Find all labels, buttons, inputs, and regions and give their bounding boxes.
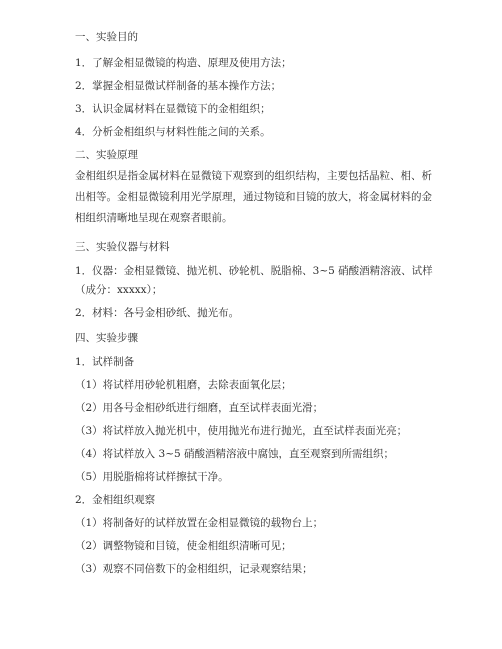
section-heading-principle: 二、实验原理	[75, 149, 138, 161]
preparation-step-1: （1）将试样用砂轮机粗磨，去除表面氧化层；	[75, 379, 292, 391]
principle-paragraph: 金相组织是指金属材料在显微镜下观察到的组织结构，主要包括晶粒、相、析出相等。金相显微镜利用光学原理，通过物镜和目镜的放大，将金属材料的金相组织清晰地呈现在观察者眼前。	[75, 170, 432, 224]
preparation-step-2: （2）用各号金相砂纸进行细磨，直至试样表面光滑；	[75, 402, 324, 414]
purpose-item-3: 3．认识金属材料在显微镜下的金相组织；	[75, 103, 271, 115]
procedure-subheading-preparation: 1．试样制备	[75, 356, 135, 368]
equipment-item-1: 1．仪器：金相显微镜、抛光机、砂轮机、脱脂棉、3~5 硝酸酒精溶液、试样（成分：xxxxx）；	[75, 265, 433, 296]
observation-step-2: （2）调整物镜和目镜，使金相组织清晰可见；	[75, 540, 292, 552]
section-heading-equipment: 三、实验仪器与材料	[75, 241, 170, 253]
purpose-item-1: 1．了解金相显微镜的构造、原理及使用方法；	[75, 57, 292, 69]
observation-step-3: （3）观察不同倍数下的金相组织，记录观察结果；	[75, 563, 313, 575]
preparation-step-4: （4）将试样放入 3~5 硝酸酒精溶液中腐蚀，直至观察到所需组织；	[75, 448, 395, 460]
preparation-step-5: （5）用脱脂棉将试样擦拭干净。	[75, 471, 229, 483]
section-heading-purpose: 一、实验目的	[75, 31, 138, 43]
section-heading-procedure: 四、实验步骤	[75, 332, 138, 344]
purpose-item-4: 4．分析金相组织与材料性能之间的关系。	[75, 126, 271, 138]
procedure-subheading-observation: 2．金相组织观察	[75, 494, 156, 506]
purpose-item-2: 2．掌握金相显微试样制备的基本操作方法；	[75, 80, 282, 92]
observation-step-1: （1）将制备好的试样放置在金相显微镜的载物台上；	[75, 517, 324, 529]
equipment-item-2: 2．材料：各号金相砂纸、抛光布。	[75, 307, 240, 319]
preparation-step-3: （3）将试样放入抛光机中，使用抛光布进行抛光，直至试样表面光亮；	[75, 425, 408, 437]
